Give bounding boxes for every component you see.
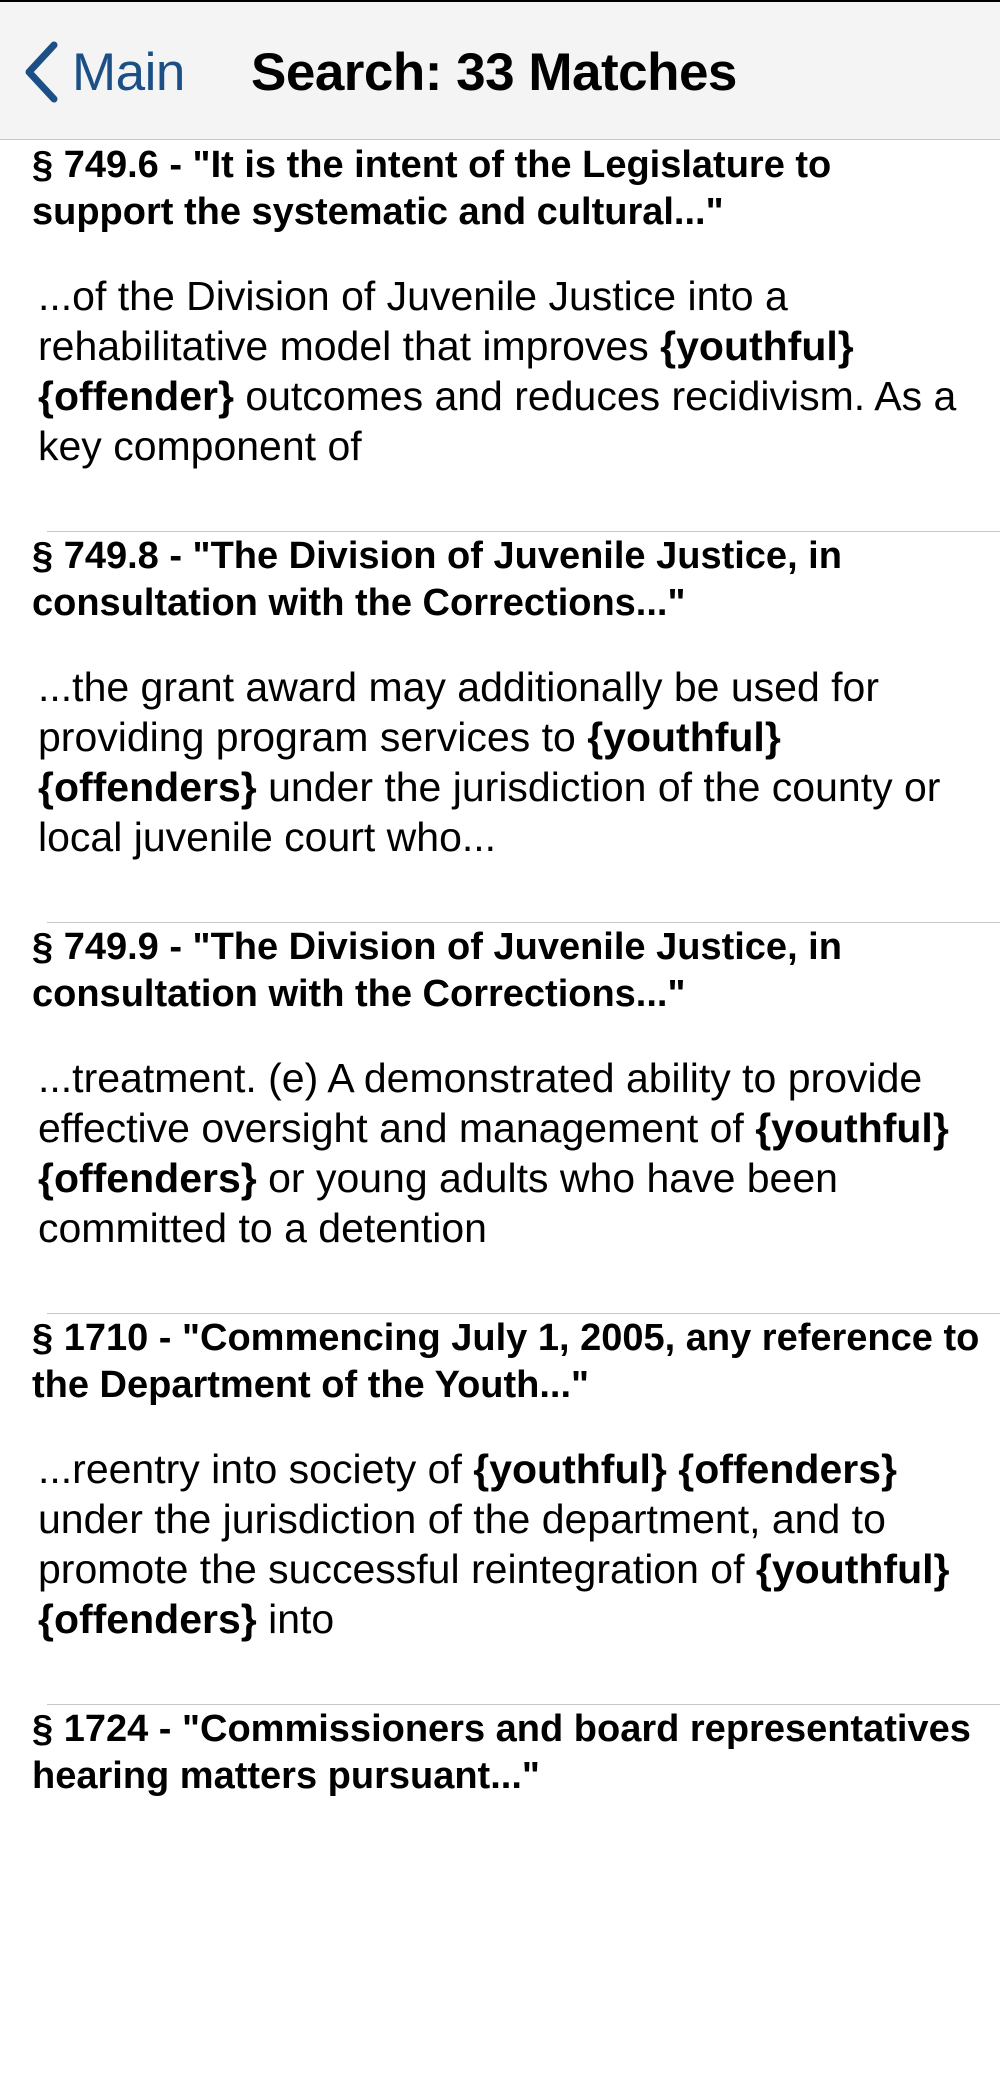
match-highlight: {offenders} bbox=[38, 764, 257, 810]
match-highlight: {youthful} bbox=[473, 1446, 667, 1492]
back-label: Main bbox=[72, 42, 185, 102]
result-snippet: ...the grant award may additionally be used for providing program services to {youthful} {offenders} under the jurisdiction of the county or local juvenile court who... bbox=[38, 664, 941, 860]
match-highlight: {youthful} bbox=[755, 1105, 949, 1151]
search-results-list bbox=[0, 140, 1000, 2095]
match-highlight: {youthful} bbox=[660, 323, 854, 369]
result-item[interactable] bbox=[0, 1704, 1000, 2095]
match-highlight: {offenders} bbox=[38, 1155, 257, 1201]
match-highlight: {youthful} bbox=[755, 1546, 950, 1592]
result-item[interactable] bbox=[0, 531, 1000, 922]
result-item[interactable] bbox=[0, 1313, 1000, 1704]
page-title: Search: 33 Matches bbox=[251, 43, 737, 102]
result-snippet: ...of the Division of Juvenile Justice into a rehabilitative model that improves {youthful} {offender} outcomes and reduces recidivism. As a key component of bbox=[38, 273, 957, 469]
result-snippet: ...reentry into society of {youthful} {offenders} under the jurisdiction of the department, and to promote the successful reintegration of {youthful} {offenders} into bbox=[38, 1446, 950, 1642]
chevron-left-icon bbox=[24, 41, 58, 103]
result-heading: § 1710 - "Commencing July 1, 2005, any reference to the Department of the Youth..." bbox=[32, 1317, 980, 1406]
match-highlight: {youthful} bbox=[587, 714, 781, 760]
navigation-bar bbox=[0, 0, 1000, 140]
result-item[interactable] bbox=[0, 922, 1000, 1313]
back-button[interactable] bbox=[24, 34, 185, 110]
result-heading: § 749.8 - "The Division of Juvenile Justice, in consultation with the Corrections..." bbox=[32, 535, 842, 624]
result-heading: § 749.9 - "The Division of Juvenile Justice, in consultation with the Corrections..." bbox=[32, 926, 842, 1015]
result-heading: § 749.6 - "It is the intent of the Legislature to support the systematic and cultural..." bbox=[32, 144, 832, 233]
result-heading: § 1724 - "Commissioners and board representatives hearing matters pursuant..." bbox=[32, 1708, 971, 1797]
match-highlight: {offenders} bbox=[678, 1446, 897, 1492]
result-item[interactable] bbox=[0, 140, 1000, 531]
result-snippet: ...treatment. (e) A demonstrated ability to provide effective oversight and management of {youthful} {offenders} or young adults who have been committed to a detention bbox=[38, 1055, 949, 1251]
match-highlight: {offenders} bbox=[38, 1596, 257, 1642]
match-highlight: {offender} bbox=[38, 373, 234, 419]
